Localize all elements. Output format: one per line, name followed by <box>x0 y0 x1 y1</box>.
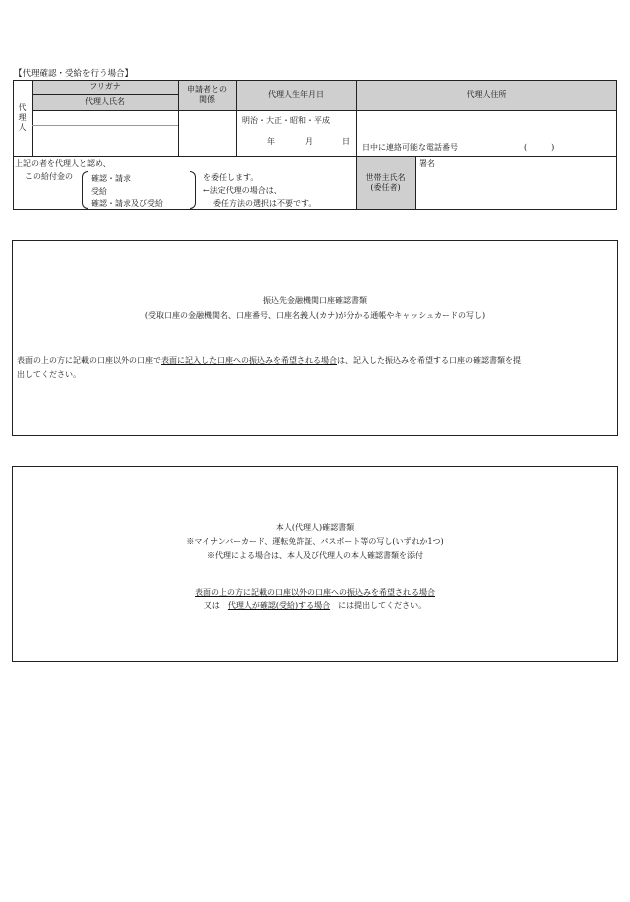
note-post: は、記入した振込みを希望する口座の確認書類を提 <box>337 356 521 365</box>
bank-document-title: 振込先金融機関口座確認書類 <box>263 296 367 305</box>
left-brace <box>82 171 88 209</box>
right-brace <box>190 171 196 209</box>
year-label: 年 <box>267 137 275 146</box>
note-pre: 表面の上の方に記載の口座以外の口座で <box>17 356 161 365</box>
option-confirm-claim: 確認・請求 <box>91 174 131 183</box>
identity-line-2: ※代理による場合は、本人及び代理人の本人確認書類を添付 <box>207 551 423 560</box>
bank-document-note-line2: 出してください。 <box>17 370 81 379</box>
option-both: 確認・請求及び受給 <box>91 199 163 208</box>
line4-pre: 又は <box>203 601 220 610</box>
signature-label: 署名 <box>419 159 435 168</box>
entrust-text: を委任します。 <box>203 173 259 182</box>
line4-post: には提出してください。 <box>338 601 427 610</box>
relation-label: 申請者との 関係 <box>187 85 227 104</box>
birth-date-label: 代理人生年月日 <box>268 90 324 99</box>
legal-note-2: 委任方法の選択は不要です。 <box>213 199 317 208</box>
section-title: 【代理確認・受給を行う場合】 <box>14 69 134 79</box>
note-underlined: 表面に記入した口座への振込みを希望される場合 <box>161 356 337 365</box>
bank-document-box <box>12 240 618 436</box>
agent-name-label: 代理人氏名 <box>85 97 125 106</box>
signature-input[interactable] <box>416 170 616 209</box>
identity-line-4 <box>13 600 617 611</box>
bank-document-subtitle: (受取口座の金融機関名、口座番号、口座名義人(カナ)が分かる通帳やキャッシュカードの写し) <box>144 311 486 320</box>
relation-input[interactable] <box>179 111 236 156</box>
bank-document-note <box>17 355 521 366</box>
delegate-line1: 上記の者を代理人と認め、 <box>15 159 111 168</box>
option-receive: 受給 <box>91 187 107 196</box>
identity-document-title: 本人(代理人)確認書類 <box>275 523 355 532</box>
month-label: 月 <box>305 137 313 146</box>
identity-line-1: ※マイナンバーカード、運転免許証、パスポート等の写し(いずれか1つ) <box>186 537 444 546</box>
furigana-input[interactable] <box>32 111 178 125</box>
identity-document-box <box>12 466 618 662</box>
householder-label: 世帯主氏名 (委任者) <box>365 173 406 192</box>
line4-underlined: 代理人が確認(受給)する場合 <box>227 601 331 610</box>
phone-paren: ( ) <box>524 143 555 152</box>
day-label: 日 <box>342 137 350 146</box>
delegate-prefix: この給付金の <box>25 172 73 181</box>
address-input[interactable] <box>357 111 617 141</box>
identity-line-3-text: 表面の上の方に記載の口座以外の口座への振込みを希望される場合 <box>195 588 435 597</box>
agent-name-input[interactable] <box>32 126 178 156</box>
era-options: 明治・大正・昭和・平成 <box>242 116 330 125</box>
legal-note-1: ←法定代理の場合は、 <box>203 186 282 195</box>
address-label: 代理人住所 <box>466 90 507 99</box>
furigana-label: フリガナ <box>89 82 121 91</box>
agent-table <box>13 80 617 210</box>
phone-label: 日中に連絡可能な電話番号 <box>362 143 458 152</box>
agent-side-label: 代 理 人 <box>18 103 27 132</box>
identity-line-3 <box>13 587 617 598</box>
